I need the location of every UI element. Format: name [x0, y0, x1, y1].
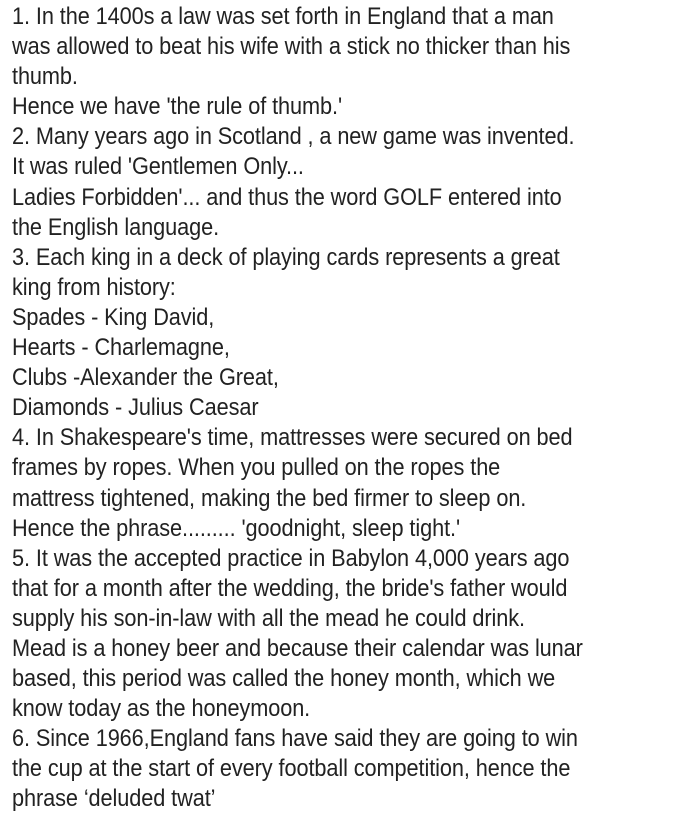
text-line: know today as the honeymoon. — [12, 695, 311, 723]
text-document — [12, 2, 700, 815]
text-line: was allowed to beat his wife with a stick no thicker than his — [12, 33, 571, 61]
text-line: Diamonds - Julius Caesar — [12, 394, 259, 422]
text-line: Hence we have 'the rule of thumb.' — [12, 93, 342, 121]
text-line: Spades - King David, — [12, 303, 215, 331]
text-line: Hence the phrase......... 'goodnight, sleep tight.' — [12, 514, 461, 542]
text-line: frames by ropes. When you pulled on the ropes the — [12, 454, 501, 482]
text-line: the cup at the start of every football competition, hence the — [12, 755, 571, 783]
text-line: the English language. — [12, 213, 220, 241]
text-line: Clubs -Alexander the Great, — [12, 364, 279, 392]
text-line: king from history: — [12, 273, 176, 301]
text-line: Mead is a honey beer and because their calendar was lunar — [12, 634, 583, 662]
text-line: thumb. — [12, 63, 78, 91]
text-line: mattress tightened, making the bed firmer to sleep on. — [12, 484, 527, 512]
text-line: 2. Many years ago in Scotland , a new game was invented. — [12, 123, 575, 151]
text-line: 3. Each king in a deck of playing cards represents a great — [12, 243, 560, 271]
text-line: Hearts - Charlemagne, — [12, 334, 230, 362]
text-line: phrase ‘deluded twat’ — [12, 785, 216, 813]
text-line: It was ruled 'Gentlemen Only... — [12, 153, 304, 181]
text-line: that for a month after the wedding, the bride's father would — [12, 574, 568, 602]
text-line: supply his son-in-law with all the mead he could drink. — [12, 604, 525, 632]
text-line: based, this period was called the honey month, which we — [12, 665, 556, 693]
text-line: 4. In Shakespeare's time, mattresses were secured on bed — [12, 424, 573, 452]
text-line: 5. It was the accepted practice in Babylon 4,000 years ago — [12, 544, 570, 572]
text-line: 6. Since 1966,England fans have said they are going to win — [12, 725, 578, 753]
text-line: Ladies Forbidden'... and thus the word GOLF entered into — [12, 183, 562, 211]
text-line: 1. In the 1400s a law was set forth in England that a man — [12, 3, 554, 30]
